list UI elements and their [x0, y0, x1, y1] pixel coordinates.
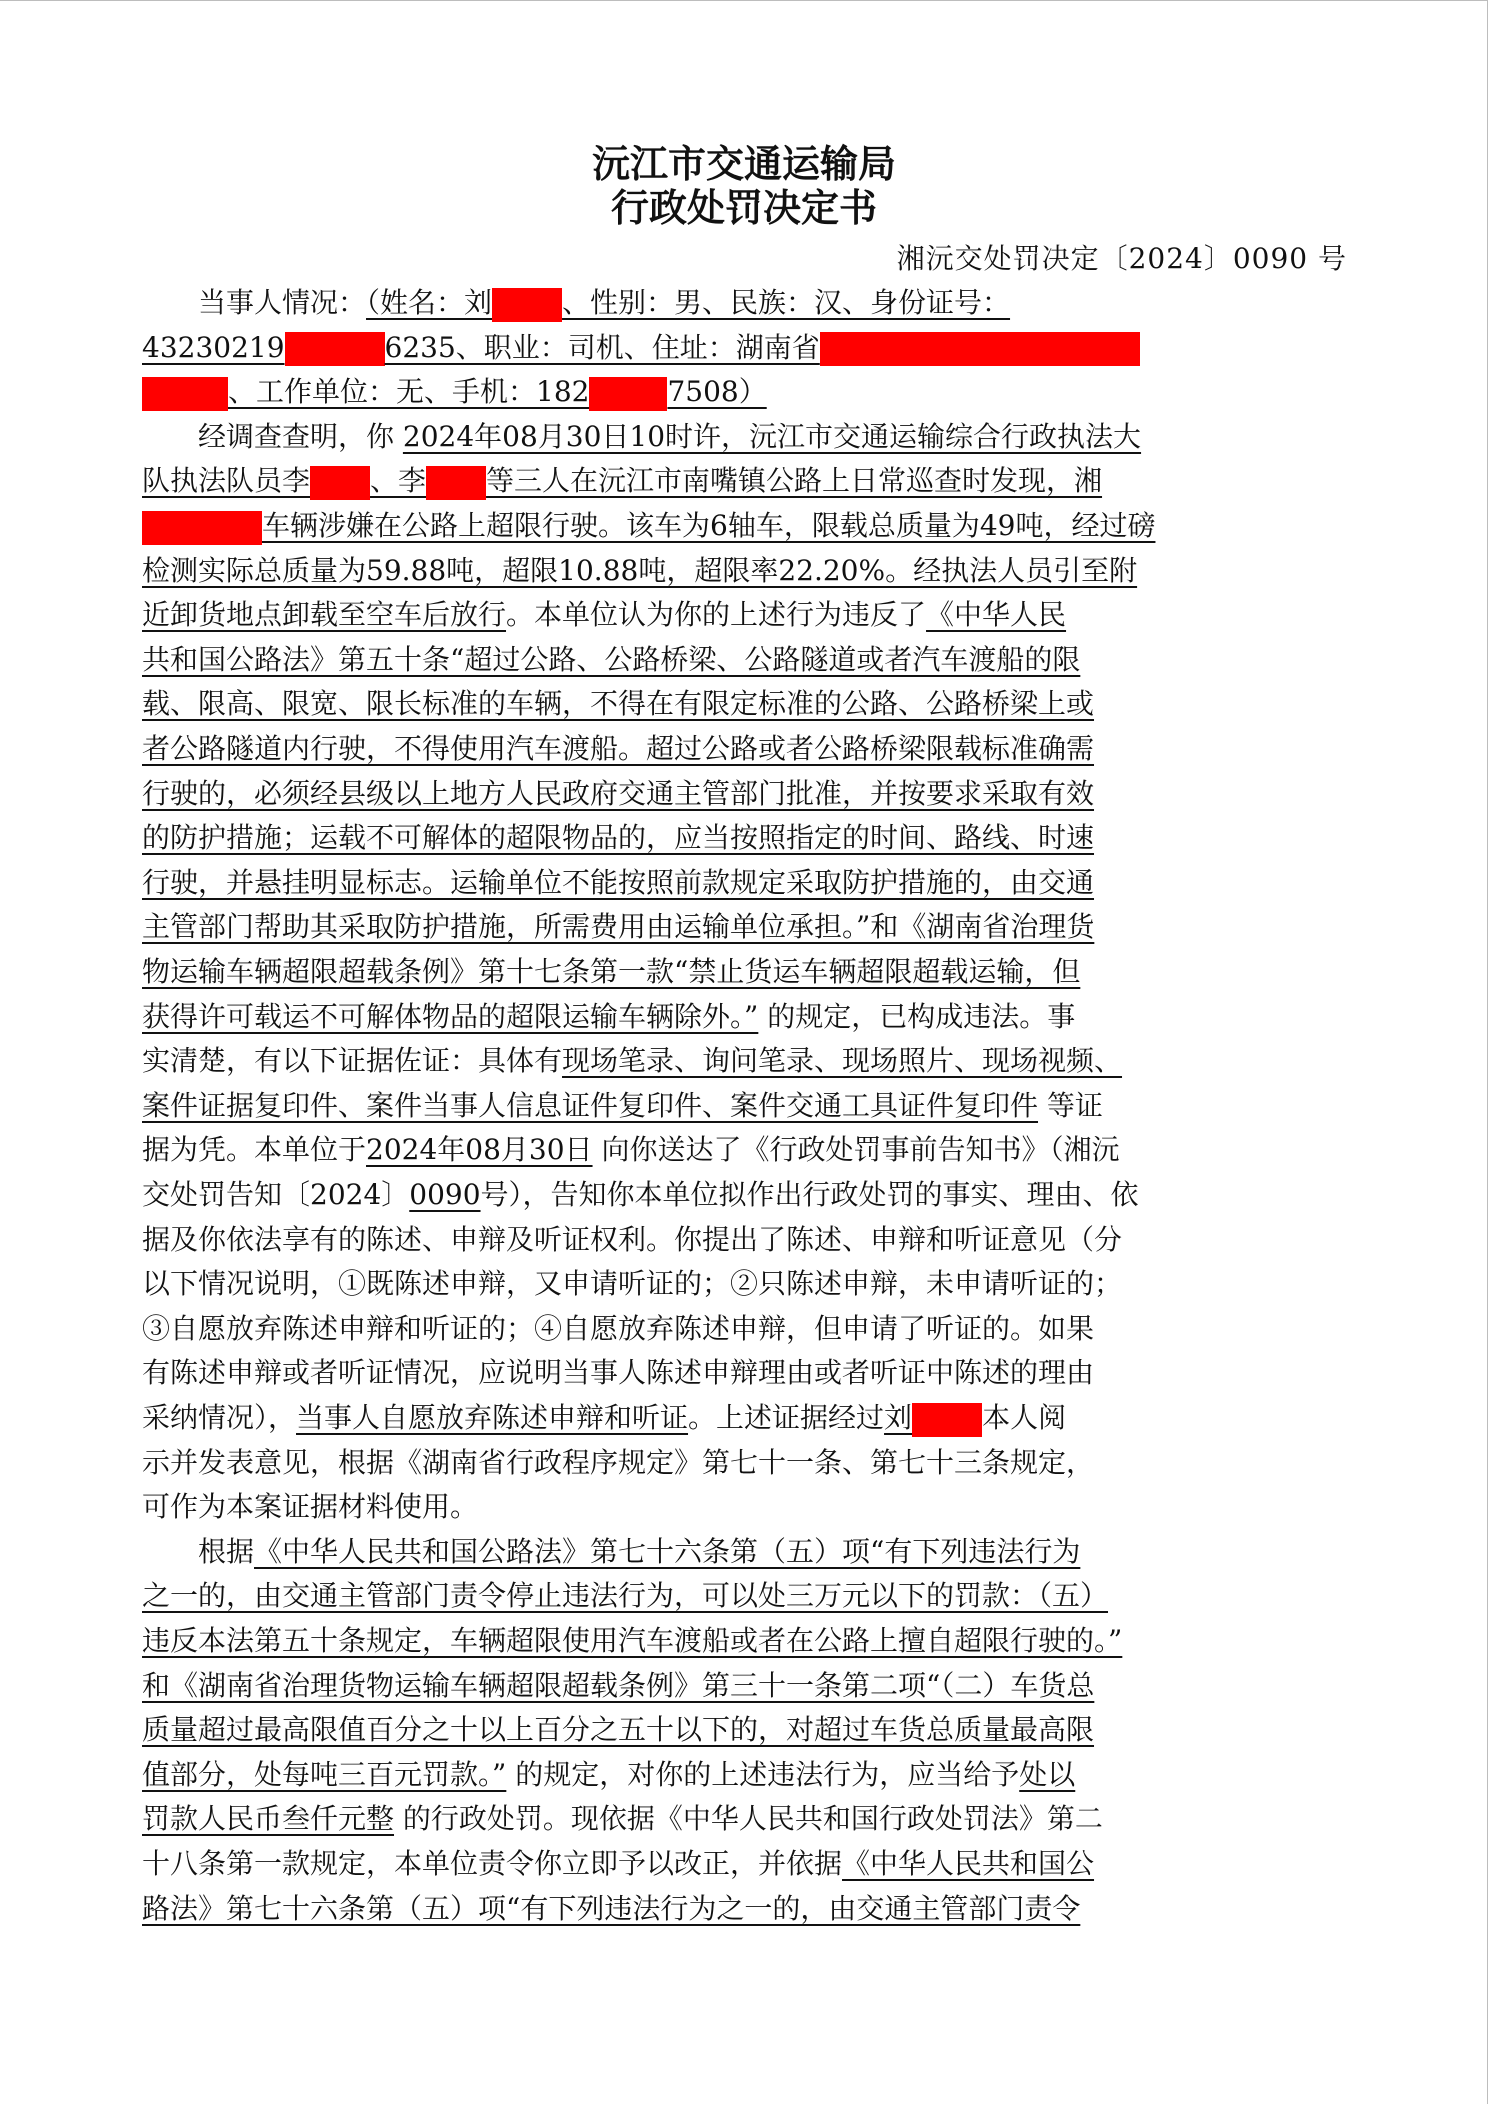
underlined-text: 队执法队员李 [142, 464, 311, 498]
text-line [142, 1351, 1352, 1395]
text-line [142, 682, 1352, 726]
text-segment: 实清楚，有以下证据佐证：具体有 [142, 1044, 563, 1078]
underlined-text: 车辆涉嫌在公路上超限行驶。该车为6轴车，限载总质量为49吨，经过磅 [262, 509, 1156, 542]
text-line [142, 861, 1352, 905]
document-number: 湘沅交处罚决定〔2024〕0090 号 [896, 242, 1347, 275]
text-segment: 十八条第一款规定，本单位责令你立即予以改正，并依据 [142, 1847, 843, 1880]
underlined-text: 43230219 [142, 330, 285, 364]
underlined-text: 行驶，并悬挂明显标志。运输单位不能按照前款规定采取防护措施的，由交通 [142, 865, 1095, 899]
text-line [142, 415, 1352, 459]
text-line [142, 1574, 1352, 1618]
text-line [142, 1218, 1352, 1262]
text-line [142, 1842, 1352, 1886]
title-line-2: 行政处罚决定书 [610, 185, 877, 230]
underlined-text: 、李 [370, 464, 427, 498]
underlined-text: 者公路隧道内行驶，不得使用汽车渡船。超过公路或者公路桥梁限载标准确需 [142, 732, 1095, 765]
underlined-text: 处以 [1019, 1757, 1076, 1791]
underlined-text: 载、限高、限宽、限长标准的车辆，不得在有限定标准的公路、公路桥梁上或 [142, 687, 1095, 721]
text-segment: 。上述证据经过 [688, 1401, 885, 1434]
text-segment: 本人阅 [982, 1401, 1067, 1434]
text-segment: 等证 [1038, 1088, 1103, 1122]
text-segment: 根据 [142, 1534, 255, 1568]
text-line [142, 1485, 1352, 1529]
redaction-block [912, 1403, 982, 1437]
text-line [142, 727, 1352, 771]
text-segment: 据及你依法享有的陈述、申辩及听证权利。你提出了陈述、申辩和听证意见（分 [142, 1222, 1123, 1256]
text-line [142, 326, 1352, 370]
underlined-text: 0090 [409, 1178, 481, 1211]
redaction-block [285, 332, 385, 366]
underlined-text: 案件证据复印件、案件当事人信息证件复印件、案件交通工具证件复印件 [142, 1088, 1039, 1122]
underlined-text: 获得许可载运不可解体物品的超限运输车辆除外。” [142, 999, 759, 1033]
text-segment: 以下情况说明，①既陈述申辩，又申请听证的；②只陈述申辩，未申请听证的； [142, 1267, 1123, 1301]
redaction-block [589, 377, 667, 411]
text-line [142, 281, 1352, 325]
underlined-text: 7508） [667, 375, 767, 409]
text-line [142, 1039, 1352, 1083]
text-segment: 号），告知你本单位拟作出行政处罚的事实、理由、依 [480, 1178, 1139, 1211]
underlined-text: 《中华人民共和国公 [842, 1847, 1095, 1880]
underlined-text: 检测实际总质量为59.88吨，超限10.88吨，超限率22.20%。经执法人员引至附 [142, 553, 1138, 587]
underlined-text: 刘 [884, 1401, 913, 1434]
redaction-block [426, 466, 486, 500]
text-line [142, 593, 1352, 637]
text-line [142, 1708, 1352, 1752]
title-line-1: 沅江市交通运输局 [591, 141, 896, 186]
text-line [142, 1619, 1352, 1663]
redaction-block [820, 332, 1140, 366]
text-line [142, 1307, 1352, 1351]
text-line [142, 549, 1352, 593]
text-line [142, 772, 1352, 816]
text-segment: 交处罚告知〔2024〕 [142, 1178, 410, 1211]
text-segment: 向你送达了《行政处罚事前告知书》（湘沅 [592, 1133, 1120, 1167]
text-segment: 有陈述申辩或者听证情况，应说明当事人陈述申辩理由或者听证中陈述的理由 [142, 1356, 1095, 1390]
underlined-text: 物运输车辆超限超载条例》第十七条第一款“禁止货运车辆超限超载运输，但 [142, 955, 1081, 988]
redaction-block [492, 288, 562, 322]
text-line [142, 1753, 1352, 1797]
underlined-text: 罚款人民币叁仟元整 [142, 1802, 395, 1836]
text-line [142, 504, 1352, 548]
text-segment: 可作为本案证据材料使用。 [142, 1490, 479, 1524]
underlined-text: 《中华人民 [926, 598, 1067, 632]
text-segment: 当事人情况： [142, 286, 367, 319]
text-line [142, 638, 1352, 682]
underlined-text: 路法》第七十六条第（五）项“有下列违法行为之一的，由交通主管部门责令 [142, 1891, 1081, 1925]
text-line [142, 905, 1352, 949]
underlined-text: 主管部门帮助其采取防护措施，所需费用由运输单位承担。”和《湖南省治理货 [142, 910, 1095, 944]
text-segment: 示并发表意见，根据《湖南省行政程序规定》第七十一条、第七十三条规定， [142, 1445, 1095, 1479]
underlined-text: 、性别：男、民族：汉、身份证号： [562, 286, 1011, 319]
text-line [142, 1173, 1352, 1217]
underlined-text: （姓名：刘 [366, 286, 493, 319]
text-line [142, 1664, 1352, 1708]
underlined-text: 等三人在沅江市南嘴镇公路上日常巡查时发现，湘 [486, 464, 1103, 498]
underlined-text: 违反本法第五十条规定，车辆超限使用汽车渡船或者在公路上擅自超限行驶的。” [142, 1624, 1123, 1657]
text-line [142, 1887, 1352, 1931]
text-line [142, 816, 1352, 860]
underlined-text: 2024年08月30日 [366, 1133, 593, 1167]
text-line [142, 1084, 1352, 1128]
redaction-block [310, 466, 370, 500]
text-line [142, 459, 1352, 503]
text-line [142, 950, 1352, 994]
underlined-text: 《中华人民共和国公路法》第七十六条第（五）项“有下列违法行为 [254, 1534, 1081, 1568]
text-line [142, 1441, 1352, 1485]
underlined-text: 当事人自愿放弃陈述申辩和听证 [296, 1401, 689, 1434]
text-line [142, 1530, 1352, 1574]
text-line [142, 370, 1352, 414]
underlined-text: 和《湖南省治理货物运输车辆超限超载条例》第三十一条第二项“（二）车货总 [142, 1668, 1095, 1702]
text-segment: 的行政处罚。现依据《中华人民共和国行政处罚法》第二 [394, 1802, 1103, 1836]
underlined-text: 质量超过最高限值百分之十以上百分之五十以下的，对超过车货总质量最高限 [142, 1713, 1095, 1747]
underlined-text: 、工作单位：无、手机：182 [228, 375, 590, 409]
underlined-text: 共和国公路法》第五十条“超过公路、公路桥梁、公路隧道或者汽车渡船的限 [142, 642, 1081, 676]
text-line [142, 1128, 1352, 1172]
text-line [142, 1396, 1352, 1440]
underlined-text: 现场笔录、询问笔录、现场照片、现场视频、 [562, 1044, 1123, 1078]
underlined-text: 近卸货地点卸载至空车后放行 [142, 598, 507, 632]
underlined-text: 2024年08月30日10时许，沅江市交通运输综合行政执法大 [402, 419, 1142, 453]
underlined-text: 值部分，处每吨三百元罚款。” [142, 1757, 507, 1791]
text-segment: 。本单位认为你的上述行为违反了 [506, 598, 927, 632]
text-line [142, 1797, 1352, 1841]
text-segment: 经调查查明，你 [142, 419, 403, 453]
text-segment: 据为凭。本单位于 [142, 1133, 367, 1167]
text-segment: ③自愿放弃陈述申辩和听证的；④自愿放弃陈述申辩，但申请了听证的。如果 [142, 1311, 1095, 1345]
underlined-text: 6235、职业：司机、住址：湖南省 [384, 330, 820, 364]
text-line [142, 1262, 1352, 1306]
underlined-text: 行驶的，必须经县级以上地方人民政府交通主管部门批准，并按要求采取有效 [142, 776, 1095, 810]
text-line [142, 995, 1352, 1039]
underlined-text: 之一的，由交通主管部门责令停止违法行为，可以处三万元以下的罚款：（五） [142, 1579, 1109, 1613]
text-segment: 的规定，已构成违法。事 [758, 999, 1076, 1033]
redaction-block [142, 511, 262, 545]
text-segment: 采纳情况）， [142, 1401, 297, 1434]
redaction-block [142, 377, 228, 411]
underlined-text: 的防护措施；运载不可解体的超限物品的，应当按照指定的时间、路线、时速 [142, 821, 1095, 855]
text-segment: 的规定，对你的上述违法行为，应当给予 [506, 1757, 1020, 1791]
